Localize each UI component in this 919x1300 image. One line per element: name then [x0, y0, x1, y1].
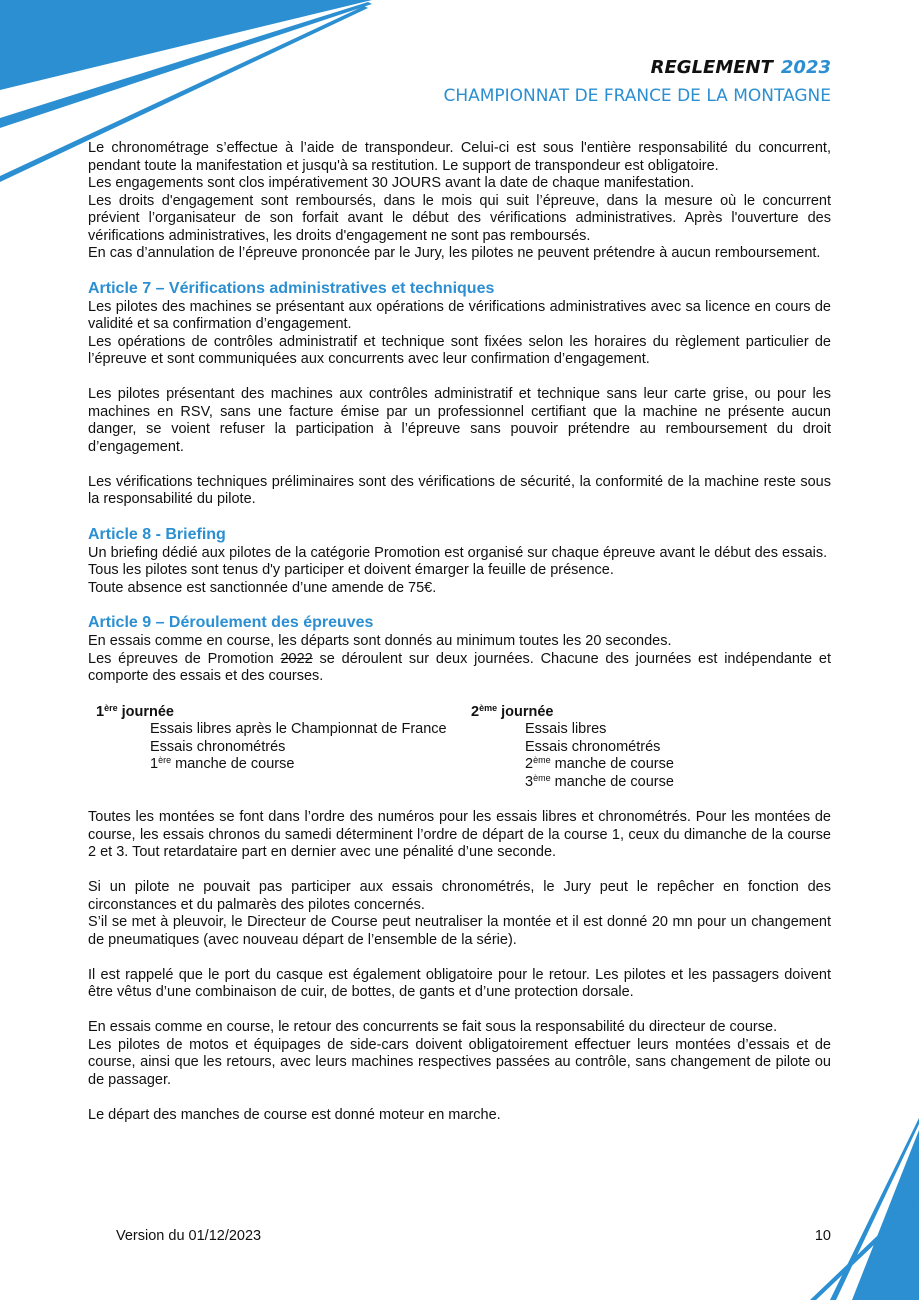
article-9-paragraph: Si un pilote ne pouvait pas participer aux essais chronométrés, le Jury peut le repêcher en fonction des circonstances et du palmarès des pilotes concernés. [88, 879, 831, 913]
article-9-paragraph [88, 651, 831, 686]
struck-year: 2022 [280, 650, 313, 667]
article-7-title: Article 7 – Vérifications administratives et techniques [88, 279, 495, 297]
day-1-item: 1ère manche de course [150, 755, 295, 772]
day-1-title: 1ère journée [96, 702, 174, 720]
article-9-paragraph: Toutes les montées se font dans l’ordre des numéros pour les essais libres et chronométrés. Pour les montées de course, les essais chronos du samedi déterminent l’ordre de départ de la course 1, ceux du dimanche de la course 2 et 3. Tout retardataire part en dernier avec une pénalité d’une seconde. [88, 809, 831, 860]
header-subtitle: CHAMPIONNAT DE FRANCE DE LA MONTAGNE [443, 86, 831, 106]
document-body [88, 140, 831, 1124]
text-span: se déroulent sur deux journées. Chacune des journées est indépendante et comporte des essais et des courses. [88, 650, 831, 684]
day-2-item: Essais chronométrés [525, 738, 661, 755]
article-9-paragraph: En essais comme en course, le retour des concurrents se fait sous la responsabilité du directeur de course. [88, 1019, 778, 1035]
day-1-item: Essais chronométrés [150, 738, 286, 755]
article-8-title: Article 8 - Briefing [88, 525, 226, 543]
text-span: Les épreuves de Promotion [88, 650, 281, 667]
footer-version: Version du 01/12/2023 [116, 1228, 262, 1244]
day-1-item: Essais libres après le Championnat de France [150, 721, 447, 737]
schedule-columns [88, 704, 831, 792]
day-1-column [88, 704, 471, 792]
header-title-text: REGLEMENT [650, 57, 773, 78]
intro-paragraph: Les engagements sont clos impérativement 30 JOURS avant la date de chaque manifestation. [88, 175, 695, 191]
article-9-paragraph: Il est rappelé que le port du casque est également obligatoire pour le retour. Les pilotes et les passagers doivent être vêtus d’une combinaison de cuir, de bottes, de gants et d’une protection dorsale. [88, 966, 831, 1000]
header-title [443, 56, 831, 80]
intro-paragraph: Le chronométrage s’effectue à l’aide de transpondeur. Celui-ci est sous l'entière responsabilité du concurrent, pendant toute la manifestation et jusqu'à sa restitution. Le support de transpondeur est obligatoire. [88, 140, 831, 174]
article-7-paragraph: Les vérifications techniques préliminaires sont des vérifications de sécurité, la conformité de la machine reste sous la responsabilité du pilote. [88, 473, 831, 507]
article-9-paragraph: S’il se met à pleuvoir, le Directeur de Course peut neutraliser la montée et il est donné 20 mn pour un changement de pneumatiques (avec nouveau départ de l’ensemble de la série). [88, 914, 831, 948]
day-2-item: Essais libres [525, 721, 607, 737]
article-9-paragraph: Les pilotes de motos et équipages de side-cars doivent obligatoirement effectuer leurs montées d’essais et de course, ainsi que les retours, avec leurs machines respectives passées au contrôle, sans changement de pilote ou de passager. [88, 1036, 831, 1088]
article-9-paragraph: En essais comme en course, les départs sont donnés au minimum toutes les 20 secondes. [88, 633, 672, 649]
article-9-paragraph: Le départ des manches de course est donné moteur en marche. [88, 1106, 501, 1123]
article-7-paragraph: Les opérations de contrôles administratif et technique sont fixées selon les horaires du règlement particulier de l’épreuve et sont communiquées aux concurrents avec leur confirmation d’engagement. [88, 333, 831, 367]
article-8-paragraph: Toute absence est sanctionnée d’une amende de 75€. [88, 579, 437, 596]
page-number: 10 [814, 1228, 831, 1244]
article-7-paragraph: Les pilotes présentant des machines aux contrôles administratif et technique sans leur carte grise, ou pour les machines en RSV, sans une facture émise par un professionnel certifiant que la machine ne présente aucun danger, se voient refuser la participation à l’épreuve sans pouvoir prétendre au remboursement du droit d’engagement. [88, 386, 831, 455]
day-2-item: 2ème manche de course [525, 755, 674, 772]
article-9-title: Article 9 – Déroulement des épreuves [88, 614, 374, 631]
header-year: 2023 [780, 57, 831, 78]
article-7-paragraph: Les pilotes des machines se présentant aux opérations de vérifications administratives avec sa licence en cours de validité et sa confirmation d’engagement. [88, 298, 831, 332]
article-8-paragraph: Un briefing dédié aux pilotes de la catégorie Promotion est organisé sur chaque épreuve avant le début des essais. [88, 544, 828, 561]
day-2-title: 2ème journée [471, 702, 554, 720]
day-2-item: 3ème manche de course [525, 772, 674, 790]
intro-paragraph: Les droits d'engagement sont remboursés, dans le mois qui suit l’épreuve, dans la mesure où le concurrent prévient l’organisateur de son forfait avant le début des vérifications administratives. Après l'ouverture des vérifications administratives, les droits d'engagement ne sont pas remboursés. [88, 192, 831, 244]
intro-paragraph: En cas d’annulation de l’épreuve prononcée par le Jury, les pilotes ne peuvent prétendre à aucun remboursement. [88, 245, 821, 261]
day-2-column [471, 704, 674, 792]
article-8-paragraph: Tous les pilotes sont tenus d'y participer et doivent émarger la feuille de présence. [88, 562, 614, 578]
page-header [443, 56, 831, 108]
